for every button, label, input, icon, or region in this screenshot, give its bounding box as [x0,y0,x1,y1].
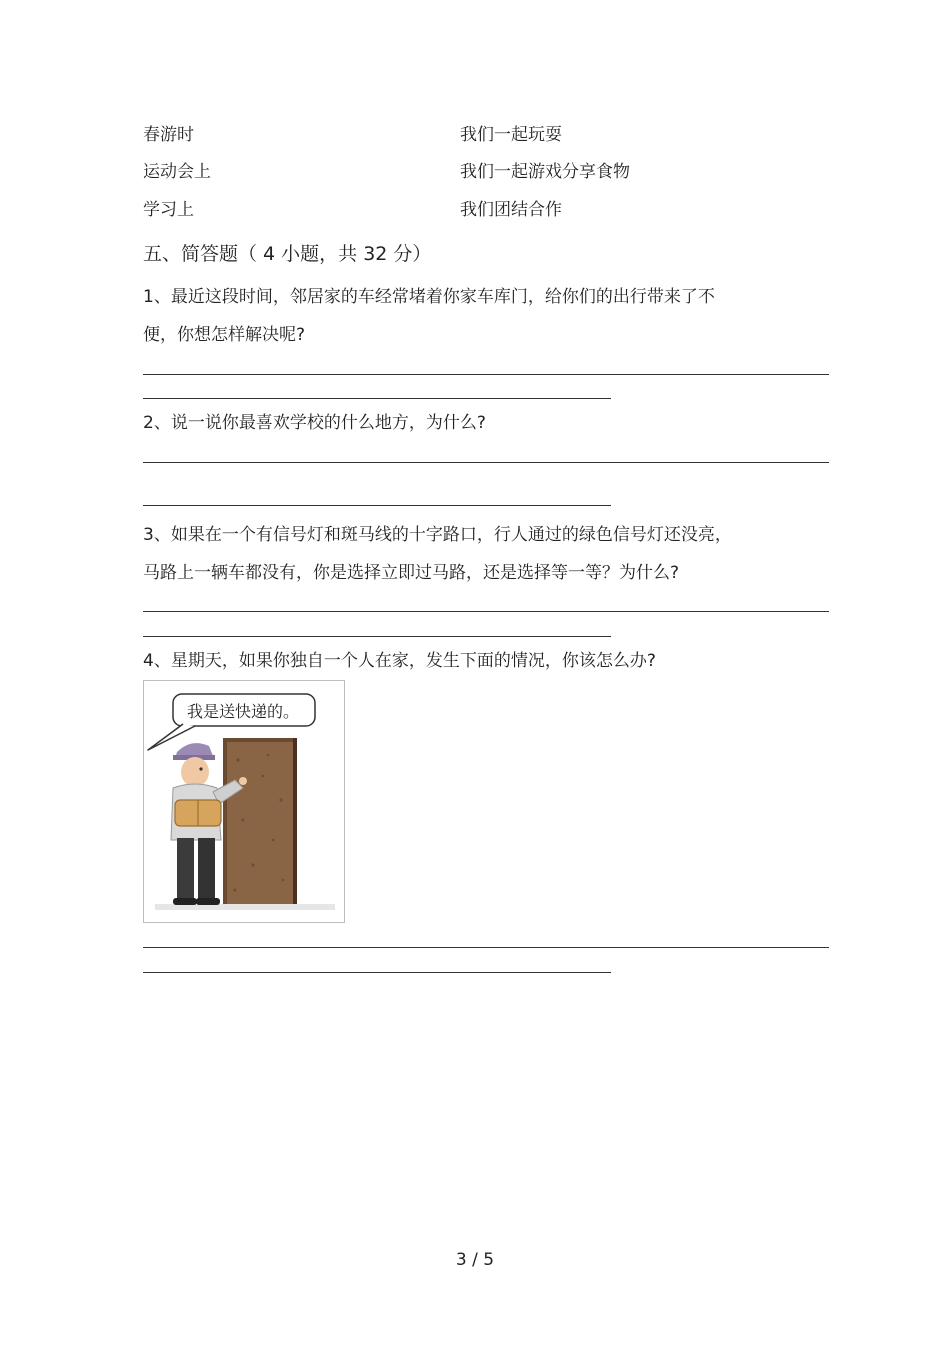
match-right-3: 我们团结合作 [460,200,562,220]
answer-line[interactable] [143,947,829,948]
answer-line[interactable] [143,398,611,399]
answer-line[interactable] [143,374,829,375]
speech-text: 我是送快递的。 [187,702,300,721]
question-3-line-1: 3、如果在一个有信号灯和斑马线的十字路口，行人通过的绿色信号灯还没亮， [143,525,732,545]
question-4: 4、星期天，如果你独自一个人在家，发生下面的情况，你该怎么办? [143,651,656,671]
page-number: 3 / 5 [455,1250,495,1270]
match-left-1: 春游时 [143,125,194,145]
question-2: 2、说一说你最喜欢学校的什么地方，为什么? [143,413,486,433]
match-right-2: 我们一起游戏分享食物 [460,162,630,182]
question-3-line-2: 马路上一辆车都没有，你是选择立即过马路，还是选择等一等？为什么? [143,563,680,583]
match-left-3: 学习上 [143,200,194,220]
answer-line[interactable] [143,611,829,612]
answer-line[interactable] [143,462,829,463]
match-left-2: 运动会上 [143,162,211,182]
delivery-illustration [143,680,345,923]
answer-line[interactable] [143,972,611,973]
question-1-line-1: 1、最近这段时间，邻居家的车经常堵着你家车库门，给你们的出行带来了不 [143,287,715,307]
question-1-line-2: 便，你想怎样解决呢? [143,325,306,345]
match-right-1: 我们一起玩耍 [460,125,562,145]
answer-line[interactable] [143,636,611,637]
section-title: 五、简答题（ 4 小题，共 32 分） [143,243,432,265]
answer-line[interactable] [143,505,611,506]
